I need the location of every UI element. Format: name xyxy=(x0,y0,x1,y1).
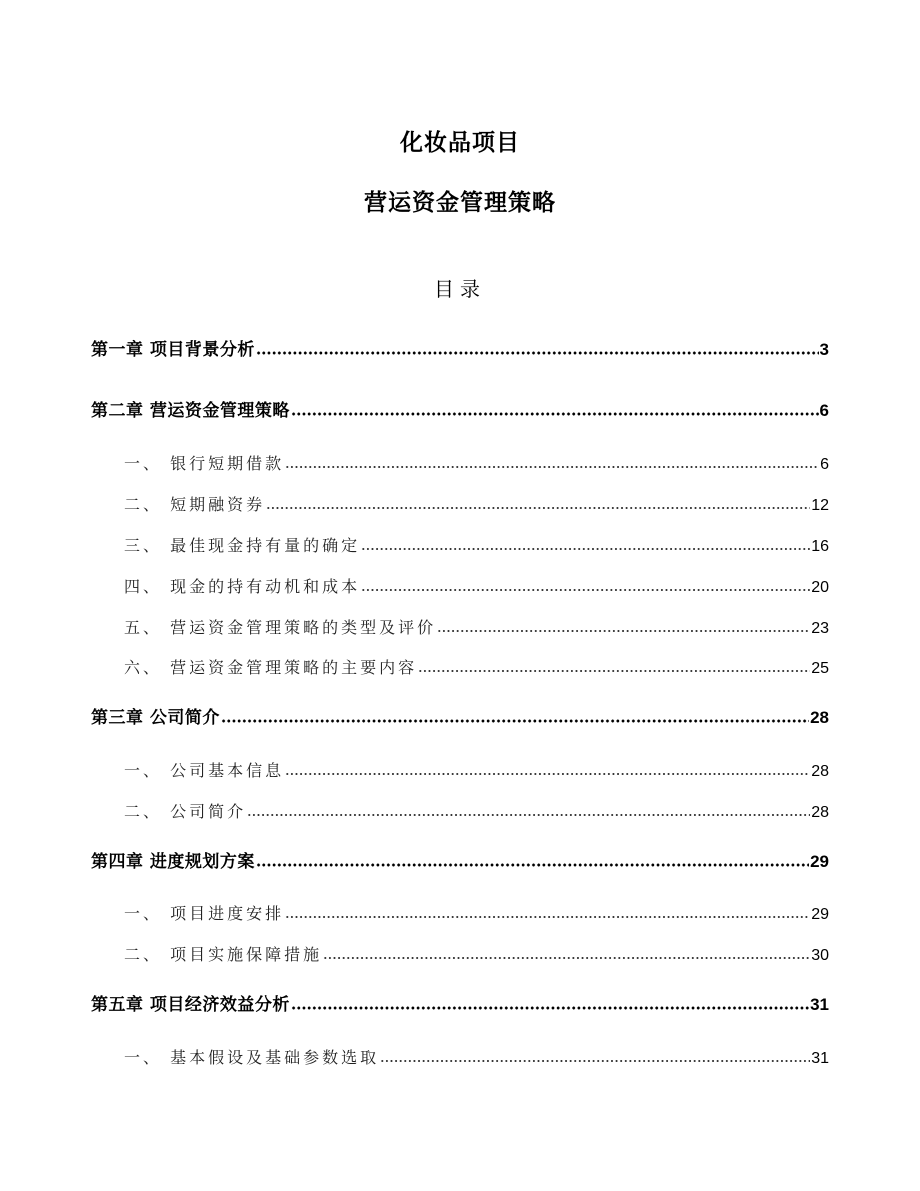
toc-entry-section[interactable] xyxy=(91,757,829,781)
toc-entry-page: 12 xyxy=(811,497,829,514)
toc-entry-label: 第五章 项目经济效益分析 xyxy=(91,995,290,1015)
toc-entry-page: 31 xyxy=(811,1050,829,1067)
toc-entry-label: 三、 最佳现金持有量的确定 xyxy=(124,536,361,555)
toc-entry-page: 16 xyxy=(811,538,829,555)
toc-entry-label: 第三章 公司简介 xyxy=(91,708,220,728)
toc-leader-dots xyxy=(285,771,810,777)
toc-entry-page: 28 xyxy=(810,708,829,727)
document-title-line2: 营运资金管理策略 xyxy=(364,190,556,216)
toc-entry-label: 一、 公司基本信息 xyxy=(124,761,285,780)
toc-entry-section[interactable] xyxy=(91,532,829,556)
toc-entry-page: 29 xyxy=(810,852,829,871)
toc-leader-dots xyxy=(247,812,810,818)
toc-entry-label: 第二章 营运资金管理策略 xyxy=(91,401,290,421)
toc-entry-label: 二、 公司简介 xyxy=(124,802,247,821)
document-title-line1: 化妆品项目 xyxy=(400,130,520,156)
toc-leader-dots xyxy=(361,587,810,593)
toc-entry-page: 6 xyxy=(819,401,829,420)
toc-entry-section[interactable] xyxy=(91,491,829,515)
toc-leader-dots xyxy=(361,546,810,552)
toc-entry-label: 一、 项目进度安排 xyxy=(124,904,285,923)
toc-entry-section[interactable] xyxy=(91,654,829,678)
toc-entry-page: 3 xyxy=(819,340,829,359)
toc-entry-label: 第四章 进度规划方案 xyxy=(91,852,255,872)
toc-entry-chapter-5[interactable] xyxy=(91,991,829,1015)
toc-entry-label: 二、 短期融资券 xyxy=(124,495,266,514)
toc-leader-dots xyxy=(256,350,819,356)
toc-leader-dots xyxy=(285,464,819,470)
toc-entry-chapter-1[interactable] xyxy=(91,336,829,360)
toc-entry-page: 25 xyxy=(811,660,829,677)
toc-leader-dots xyxy=(221,718,809,724)
toc-entry-label: 一、 银行短期借款 xyxy=(124,454,285,473)
toc-entry-page: 20 xyxy=(811,579,829,596)
toc-entry-chapter-3[interactable] xyxy=(91,704,829,728)
toc-leader-dots xyxy=(266,505,810,511)
toc-leader-dots xyxy=(437,628,810,634)
toc-leader-dots xyxy=(323,955,810,961)
toc-entry-label: 第一章 项目背景分析 xyxy=(91,340,255,360)
toc-entry-section[interactable] xyxy=(91,573,829,597)
toc-entry-section[interactable] xyxy=(91,450,829,474)
toc-entry-chapter-2[interactable] xyxy=(91,397,829,421)
toc-entry-section[interactable] xyxy=(91,798,829,822)
toc-leader-dots xyxy=(418,668,810,674)
toc-entry-page: 28 xyxy=(811,804,829,821)
toc-entry-label: 二、 项目实施保障措施 xyxy=(124,945,323,964)
toc-entry-label: 一、 基本假设及基础参数选取 xyxy=(124,1048,380,1067)
toc-entry-page: 31 xyxy=(810,995,829,1014)
toc-leader-dots xyxy=(380,1058,810,1064)
toc-entry-section[interactable] xyxy=(91,614,829,638)
toc-leader-dots xyxy=(256,862,809,868)
toc-entry-page: 6 xyxy=(820,456,829,473)
toc-entry-label: 四、 现金的持有动机和成本 xyxy=(124,577,361,596)
toc-leader-dots xyxy=(285,914,810,920)
toc-entry-chapter-4[interactable] xyxy=(91,848,829,872)
toc-leader-dots xyxy=(291,411,819,417)
toc-entry-section[interactable] xyxy=(91,900,829,924)
toc-entry-label: 六、 营运资金管理策略的主要内容 xyxy=(124,658,418,677)
toc-leader-dots xyxy=(291,1005,809,1011)
toc-entry-page: 28 xyxy=(811,763,829,780)
toc-entry-section[interactable] xyxy=(91,1044,829,1068)
toc-entry-page: 29 xyxy=(811,906,829,923)
toc-heading: 目录 xyxy=(434,277,486,301)
toc-entry-section[interactable] xyxy=(91,941,829,965)
toc-entry-label: 五、 营运资金管理策略的类型及评价 xyxy=(124,618,437,637)
toc-entry-page: 23 xyxy=(811,620,829,637)
toc-entry-page: 30 xyxy=(811,947,829,964)
